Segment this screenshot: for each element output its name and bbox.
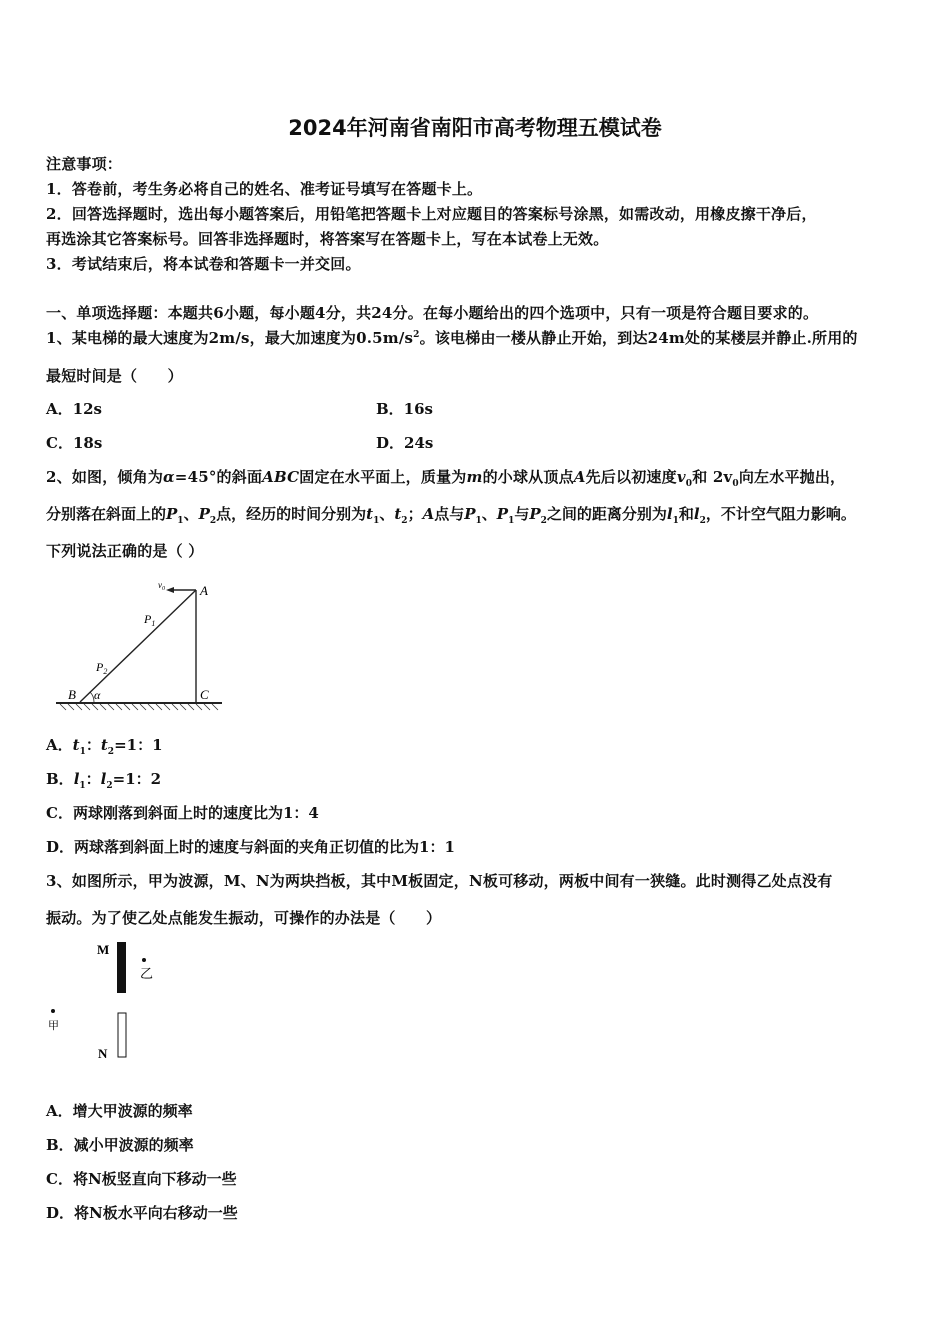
q1-option-a[interactable]: A．12s	[46, 400, 102, 418]
note-line-3: 再选涂其它答案标号。回答非选择题时，将答案写在答题卡上，写在本试卷上无效。	[46, 230, 609, 248]
point-p2-label: $P_2$	[96, 660, 108, 676]
q3-line-1: 3、如图所示，甲为波源，M、N为两块挡板，其中M板固定，N板可移动，两板中间有一狭缝。此时测得乙处点没有	[46, 872, 833, 890]
label-n: N	[98, 1046, 108, 1061]
point-c-label: C	[200, 687, 209, 702]
label-yi: 乙	[140, 966, 154, 981]
q1-line-2: 最短时间是（ ）	[46, 367, 183, 385]
q2-option-c[interactable]: C．两球刚落到斜面上时的速度比为1：4	[46, 804, 319, 822]
q3-line-2: 振动。为了使乙处点能发生振动，可操作的办法是（ ）	[46, 909, 442, 927]
note-line-4: 3．考试结束后，将本试卷和答题卡一并交回。	[46, 255, 361, 273]
q1-line-1: 1、某电梯的最大速度为2m/s，最大加速度为$0.5m/s^2$。该电梯由一楼从静止开始，到达24m处的某楼层并静止.所用的	[46, 329, 858, 347]
point-jia-dot	[51, 1009, 55, 1013]
q2-incline-figure	[50, 576, 230, 711]
barrier-m	[117, 942, 126, 993]
alpha-label: α	[94, 688, 101, 702]
incline-ab	[80, 590, 196, 702]
q3-option-a[interactable]: A．增大甲波源的频率	[46, 1102, 193, 1120]
q2-line-1: 2、如图，倾角为α=45°的斜面ABC固定在水平面上，质量为m的小球从顶点A先后以初速度$v_0$和 $2v_0$向左水平抛出，	[46, 468, 846, 489]
section-heading: 一、单项选择题：本题共6小题，每小题4分，共24分。在每小题给出的四个选项中，只有一项是符合题目要求的。	[46, 304, 819, 322]
point-a-label: A	[200, 583, 208, 598]
q3-option-d[interactable]: D．将N板水平向右移动一些	[46, 1204, 238, 1222]
q3-option-c[interactable]: C．将N板竖直向下移动一些	[46, 1170, 237, 1188]
velocity-arrowhead	[166, 587, 174, 593]
q2-option-d[interactable]: D．两球落到斜面上时的速度与斜面的夹角正切值的比为1：1	[46, 838, 455, 856]
note-line-1: 1．答卷前，考生务必将自己的姓名、准考证号填写在答题卡上。	[46, 180, 483, 198]
note-line-2: 2．回答选择题时，选出每小题答案后，用铅笔把答题卡上对应题目的答案标号涂黑，如需改动，用橡皮擦干净后，	[46, 205, 817, 223]
q3-barrier-figure	[40, 936, 170, 1064]
point-b-label: B	[68, 687, 76, 702]
page-title: 2024年河南省南阳市高考物理五模试卷	[288, 116, 662, 140]
q1-option-d[interactable]: D．24s	[376, 434, 434, 452]
q2-line-3: 下列说法正确的是（ ）	[46, 542, 204, 560]
point-p1-label: $P_1$	[144, 612, 156, 628]
q2-line-2: 分别落在斜面上的$P_1$、$P_2$点，经历的时间分别为$t_1$、$t_2$；A点与$P_1$、$P_1$与$P_2$之间的距离分别为$l_1$和$l_2$，不计空气阻力影响。	[46, 505, 856, 526]
q1-option-c[interactable]: C．18s	[46, 434, 103, 452]
label-m: M	[97, 942, 110, 957]
q1-option-b[interactable]: B．16s	[376, 400, 433, 418]
barrier-n	[118, 1013, 126, 1057]
label-jia: 甲	[48, 1020, 59, 1032]
v0-label: $v_0$	[158, 580, 165, 592]
q2-option-b[interactable]: B．$l_1$：$l_2=1$：2	[46, 770, 162, 791]
q2-option-a[interactable]: A．$t_1$：$t_2=1$：1	[46, 736, 163, 757]
notes-heading: 注意事项：	[46, 155, 123, 173]
q3-option-b[interactable]: B．减小甲波源的频率	[46, 1136, 194, 1154]
point-yi-dot	[142, 958, 146, 962]
ground-hatch	[60, 704, 218, 710]
